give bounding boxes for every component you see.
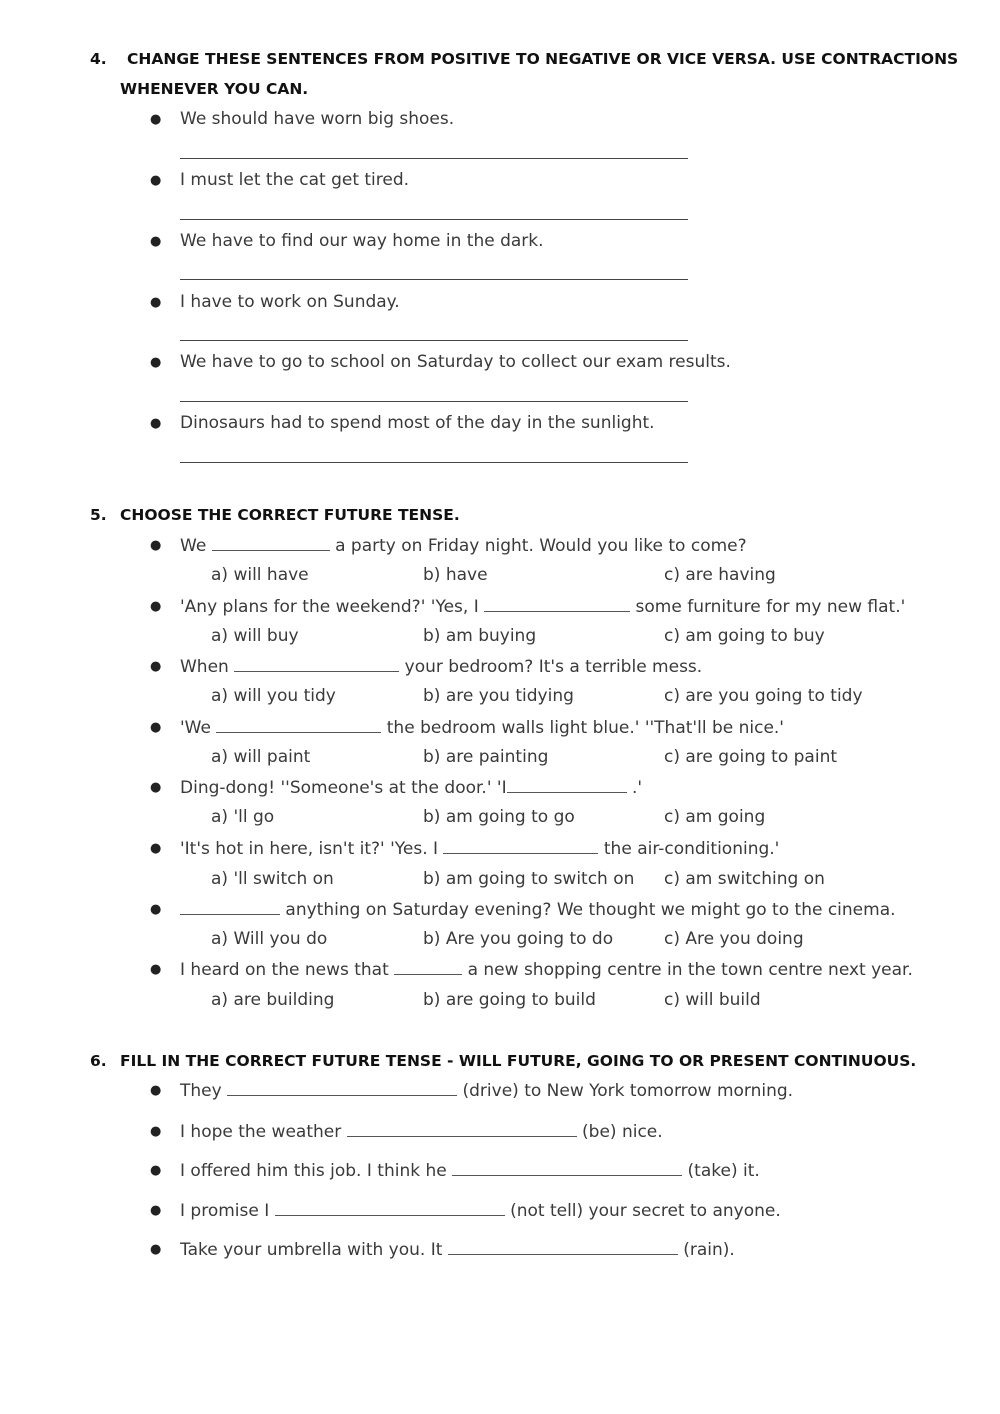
s6-item-5-post: (rain). — [683, 1240, 735, 1260]
s5-q2-option-a[interactable]: a) will buy — [211, 626, 299, 646]
s4-item-4: I have to work on Sunday. — [180, 292, 400, 312]
s6-item-2 — [180, 1121, 663, 1142]
bullet-icon: ● — [150, 112, 162, 127]
s5-q5-option-b[interactable]: b) am going to go — [423, 807, 575, 827]
s5-q2-option-b[interactable]: b) am buying — [423, 626, 537, 646]
s4-answer-line-3[interactable] — [180, 279, 688, 280]
s5-q8-post: a new shopping centre in the town centre next year. — [467, 960, 913, 980]
s4-item-1: We should have worn big shoes. — [180, 109, 455, 129]
s6-item-2-blank[interactable] — [347, 1121, 577, 1137]
s6-item-2-pre: I hope the weather — [180, 1122, 342, 1142]
s5-q5-option-c[interactable]: c) am going — [664, 807, 766, 827]
s5-question-1 — [180, 535, 747, 556]
s6-item-5 — [180, 1239, 735, 1260]
s5-q5-blank[interactable] — [507, 777, 627, 793]
s5-q8-option-b[interactable]: b) are going to build — [423, 990, 596, 1010]
bullet-icon: ● — [150, 599, 162, 614]
s5-q4-option-b[interactable]: b) are painting — [423, 747, 549, 767]
s5-q5-pre: Ding-dong! ''Someone's at the door.' 'I — [180, 778, 507, 798]
s6-item-4-blank[interactable] — [275, 1200, 505, 1216]
bullet-icon: ● — [150, 720, 162, 735]
s5-q4-blank[interactable] — [216, 717, 381, 733]
bullet-icon: ● — [150, 416, 162, 431]
s5-q6-option-b[interactable]: b) am going to switch on — [423, 869, 635, 889]
s5-q1-option-c[interactable]: c) are having — [664, 565, 776, 585]
s6-item-5-pre: Take your umbrella with you. It — [180, 1240, 443, 1260]
s6-item-1-blank[interactable] — [227, 1080, 457, 1096]
bullet-icon: ● — [150, 659, 162, 674]
s5-q6-option-c[interactable]: c) am switching on — [664, 869, 825, 889]
s5-q3-post: your bedroom? It's a terrible mess. — [404, 657, 703, 677]
s5-q7-option-b[interactable]: b) Are you going to do — [423, 929, 614, 949]
bullet-icon: ● — [150, 355, 162, 370]
s5-q1-post: a party on Friday night. Would you like to come? — [335, 536, 747, 556]
s6-item-2-post: (be) nice. — [582, 1122, 663, 1142]
s4-answer-line-2[interactable] — [180, 219, 688, 220]
s5-question-5 — [180, 777, 642, 798]
s4-item-3: We have to find our way home in the dark. — [180, 231, 544, 251]
bullet-icon: ● — [150, 962, 162, 977]
s5-question-8 — [180, 959, 913, 980]
s5-q1-option-a[interactable]: a) will have — [211, 565, 309, 585]
s5-q1-option-b[interactable]: b) have — [423, 565, 488, 585]
s6-item-4-post: (not tell) your secret to anyone. — [510, 1201, 781, 1221]
s4-item-6: Dinosaurs had to spend most of the day in the sunlight. — [180, 413, 655, 433]
s5-q8-pre: I heard on the news that — [180, 960, 389, 980]
s5-question-4 — [180, 717, 784, 738]
s6-item-1-pre: They — [180, 1081, 222, 1101]
s5-q7-option-a[interactable]: a) Will you do — [211, 929, 328, 949]
bullet-icon: ● — [150, 902, 162, 917]
bullet-icon: ● — [150, 234, 162, 249]
bullet-icon: ● — [150, 1242, 162, 1257]
s5-q4-post: the bedroom walls light blue.' ''That'll be nice.' — [386, 718, 784, 738]
s5-question-3 — [180, 656, 702, 677]
s6-item-1 — [180, 1080, 793, 1101]
s6-item-5-blank[interactable] — [448, 1239, 678, 1255]
s5-q6-post: the air-conditioning.' — [603, 839, 780, 859]
s4-answer-line-6[interactable] — [180, 462, 688, 463]
s6-item-4-pre: I promise I — [180, 1201, 270, 1221]
s5-q1-blank[interactable] — [212, 535, 330, 551]
s4-item-5: We have to go to school on Saturday to collect our exam results. — [180, 352, 731, 372]
s5-q6-pre: 'It's hot in here, isn't it?' 'Yes. I — [180, 839, 439, 859]
s5-q3-pre: When — [180, 657, 229, 677]
section-4-number: 4. — [90, 50, 107, 68]
section-5-number: 5. — [90, 506, 107, 524]
s5-q3-option-a[interactable]: a) will you tidy — [211, 686, 336, 706]
s4-item-2: I must let the cat get tired. — [180, 170, 410, 190]
bullet-icon: ● — [150, 1163, 162, 1178]
bullet-icon: ● — [150, 841, 162, 856]
s5-q2-option-c[interactable]: c) am going to buy — [664, 626, 825, 646]
s5-q3-option-c[interactable]: c) are you going to tidy — [664, 686, 863, 706]
s6-item-3 — [180, 1160, 760, 1181]
section-4-heading-line-1: CHANGE THESE SENTENCES FROM POSITIVE TO NEGATIVE OR VICE VERSA. USE CONTRACTIONS — [127, 50, 959, 68]
s6-item-3-pre: I offered him this job. I think he — [180, 1161, 447, 1181]
bullet-icon: ● — [150, 295, 162, 310]
s4-answer-line-1[interactable] — [180, 158, 688, 159]
s5-question-2 — [180, 596, 905, 617]
s5-q5-post: .' — [632, 778, 643, 798]
s4-answer-line-4[interactable] — [180, 340, 688, 341]
s5-q2-pre: 'Any plans for the weekend?' 'Yes, I — [180, 597, 479, 617]
s5-q7-post: anything on Saturday evening? We thought we might go to the cinema. — [285, 900, 896, 920]
s5-q4-option-c[interactable]: c) are going to paint — [664, 747, 838, 767]
bullet-icon: ● — [150, 1083, 162, 1098]
bullet-icon: ● — [150, 1124, 162, 1139]
s6-item-4 — [180, 1200, 781, 1221]
bullet-icon: ● — [150, 173, 162, 188]
s5-q2-post: some furniture for my new flat.' — [635, 597, 906, 617]
s5-question-7 — [180, 899, 896, 920]
s4-answer-line-5[interactable] — [180, 401, 688, 402]
s5-q8-option-a[interactable]: a) are building — [211, 990, 335, 1010]
s5-q7-option-c[interactable]: c) Are you doing — [664, 929, 804, 949]
s6-item-1-post: (drive) to New York tomorrow morning. — [462, 1081, 794, 1101]
s5-q2-blank[interactable] — [484, 596, 630, 612]
bullet-icon: ● — [150, 1203, 162, 1218]
s5-q6-blank[interactable] — [443, 838, 598, 854]
s6-item-3-post: (take) it. — [687, 1161, 760, 1181]
s6-item-3-blank[interactable] — [452, 1160, 682, 1176]
bullet-icon: ● — [150, 538, 162, 553]
s5-q1-pre: We — [180, 536, 207, 556]
s5-q3-blank[interactable] — [234, 656, 399, 672]
section-4-heading-line-2: WHENEVER YOU CAN. — [120, 80, 309, 98]
section-5-heading: CHOOSE THE CORRECT FUTURE TENSE. — [120, 506, 460, 524]
s5-q5-option-a[interactable]: a) 'll go — [211, 807, 275, 827]
section-6-number: 6. — [90, 1052, 107, 1070]
s5-q6-option-a[interactable]: a) 'll switch on — [211, 869, 334, 889]
s5-q3-option-b[interactable]: b) are you tidying — [423, 686, 574, 706]
s5-q4-pre: 'We — [180, 718, 211, 738]
section-6-heading: FILL IN THE CORRECT FUTURE TENSE - WILL FUTURE, GOING TO OR PRESENT CONTINUOUS. — [120, 1052, 917, 1070]
s5-q8-option-c[interactable]: c) will build — [664, 990, 761, 1010]
bullet-icon: ● — [150, 780, 162, 795]
s5-q7-blank[interactable] — [180, 899, 280, 915]
s5-q8-blank[interactable] — [394, 959, 462, 975]
s5-question-6 — [180, 838, 779, 859]
s5-q4-option-a[interactable]: a) will paint — [211, 747, 311, 767]
